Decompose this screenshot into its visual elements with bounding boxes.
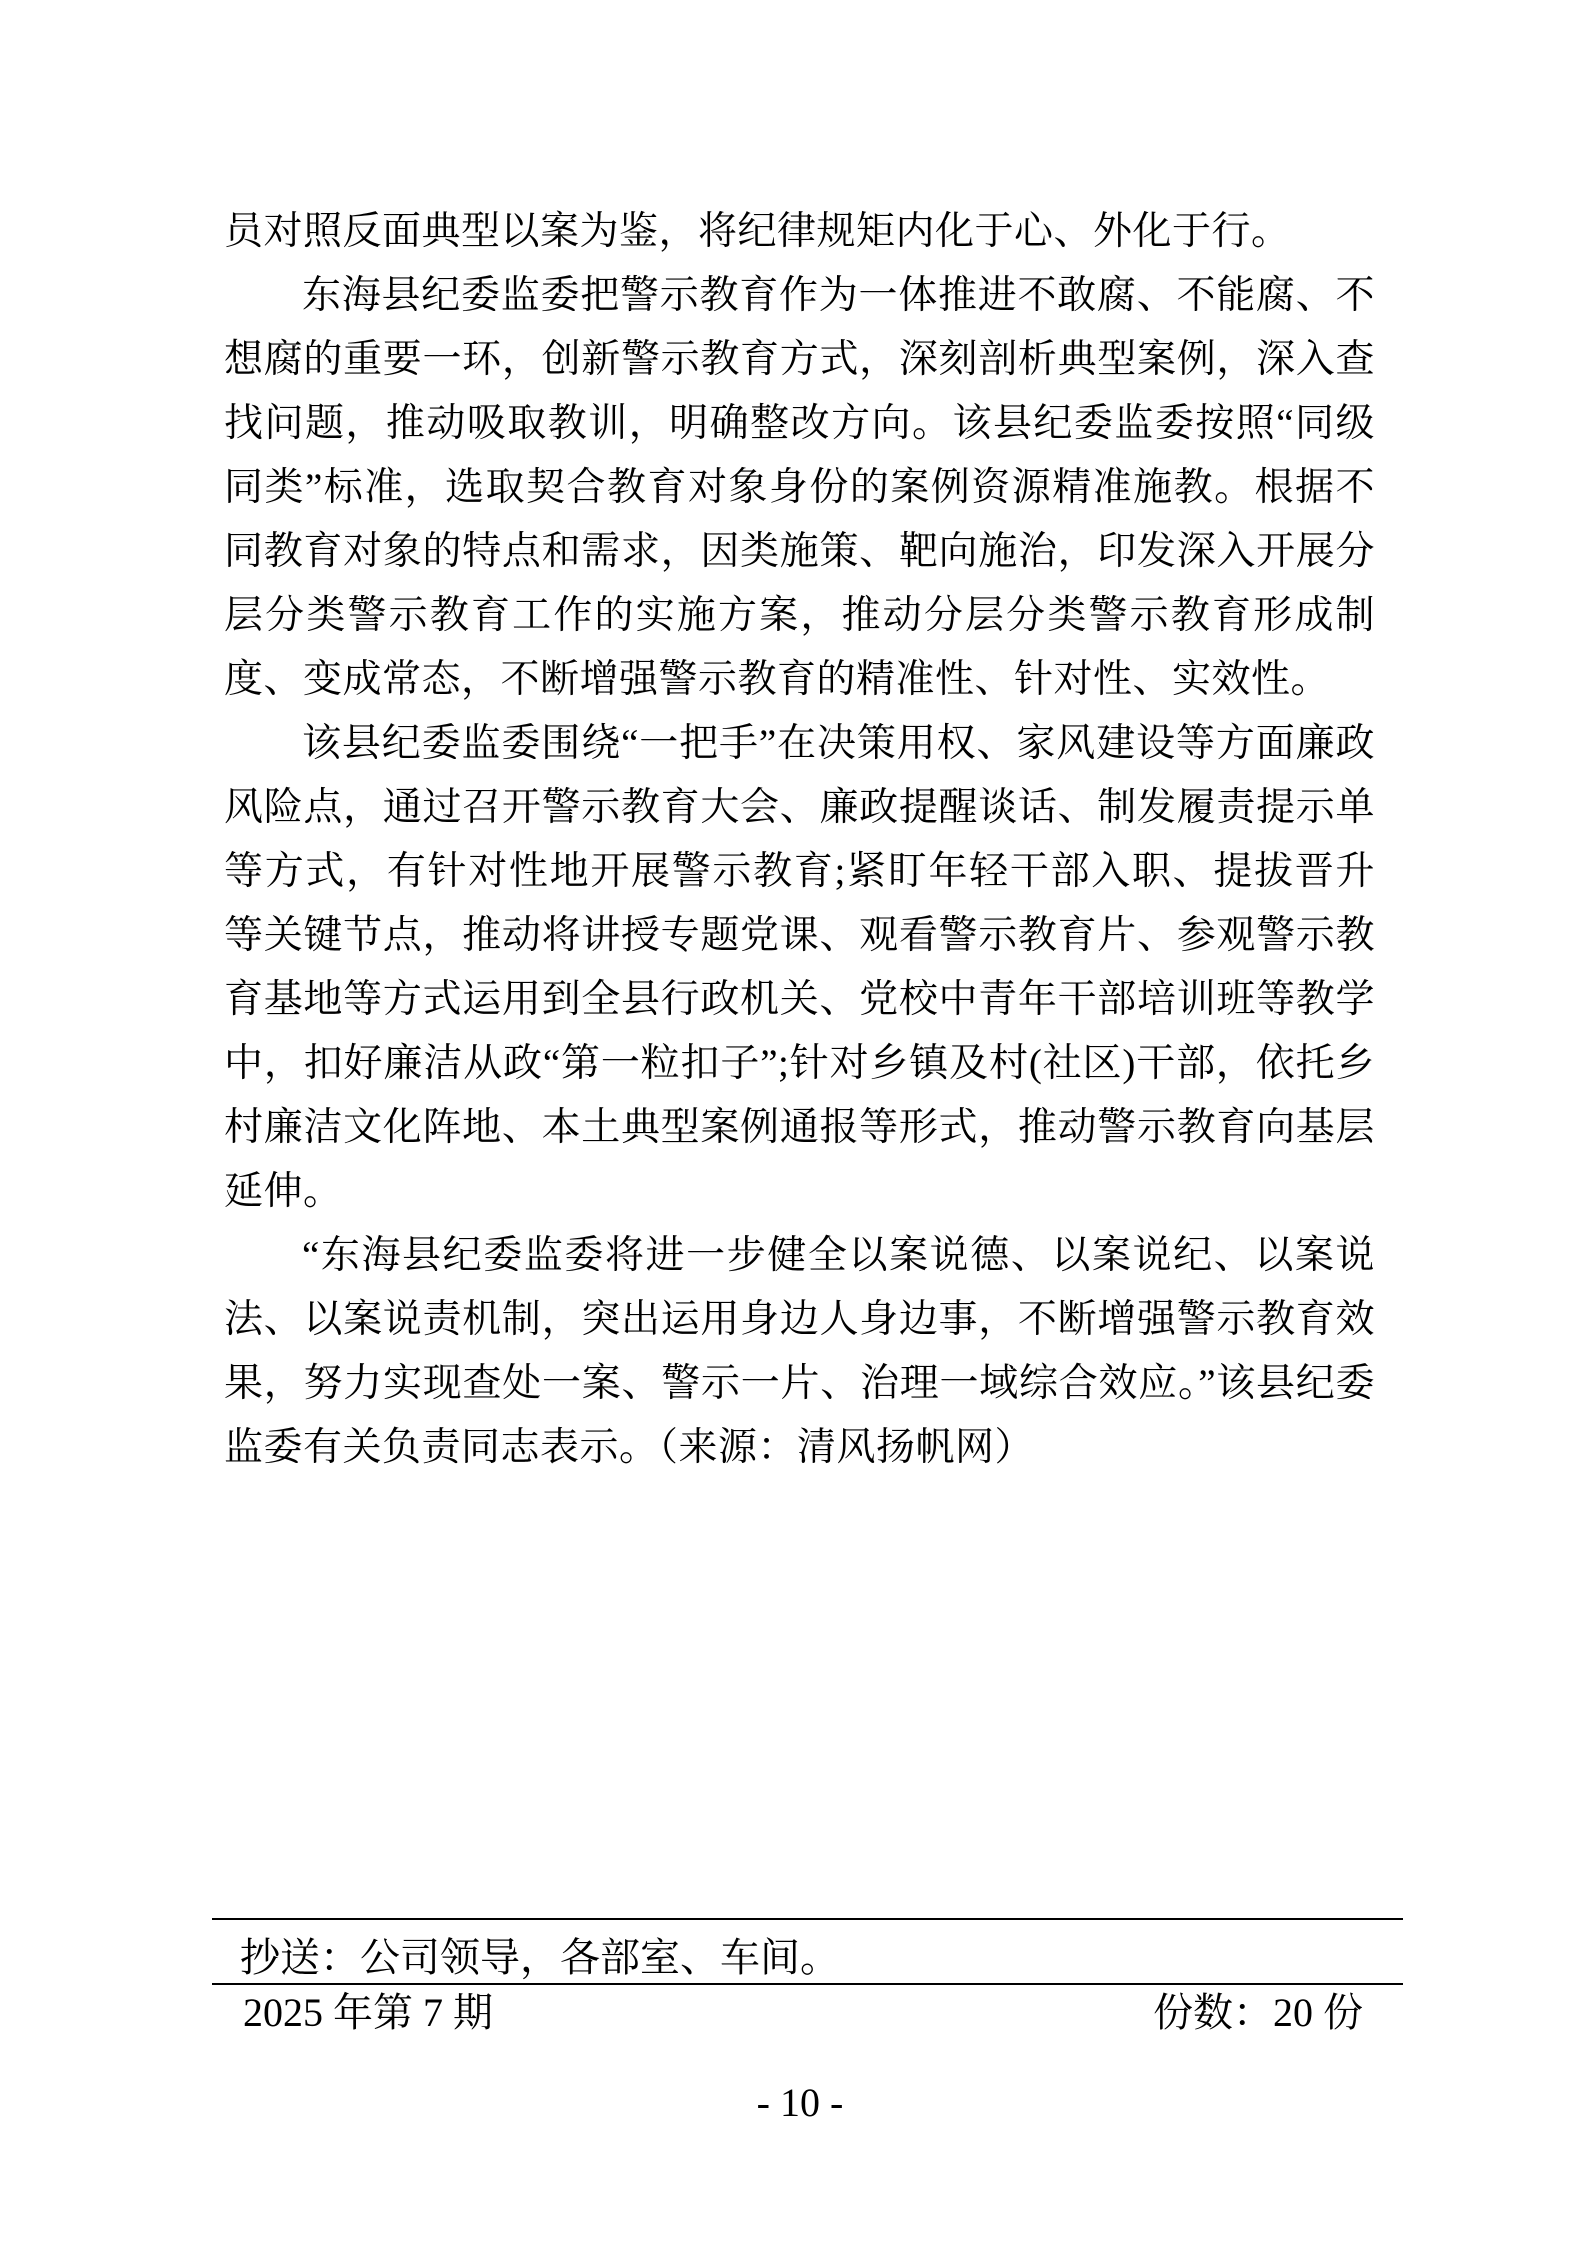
footer-divider-bottom (212, 1983, 1403, 1985)
cc-line: 抄送：公司领导，各部室、车间。 (240, 1935, 840, 1980)
body-paragraph: “东海县纪委监委将进一步健全以案说德、以案说纪、以案说法、以案说责机制，突出运用身边人身边事，不断增强警示教育效果，努力实现查处一案、警示一片、治理一域综合效应。”该县纪委监委有关负责同志表示。（来源：清风扬帆网） (224, 1234, 1375, 1469)
footer-divider-top (212, 1918, 1403, 1920)
issue-number: 2025 年第 7 期 (243, 1990, 493, 2035)
body-paragraph: 员对照反面典型以案为鉴，将纪律规矩内化于心、外化于行。 (224, 210, 1291, 253)
copies-count: 份数：20 份 (1153, 1990, 1363, 2035)
issue-row (243, 1992, 1363, 2034)
page-number: - 10 - (756, 2080, 844, 2125)
document-body (224, 200, 1375, 1480)
body-paragraph: 东海县纪委监委把警示教育作为一体推进不敢腐、不能腐、不想腐的重要一环，创新警示教育方式，深刻剖析典型案例，深入查找问题，推动吸取教训，明确整改方向。该县纪委监委按照“同级同类”标准，选取契合教育对象身份的案例资源精准施教。根据不同教育对象的特点和需求，因类施策、靶向施治，印发深入开展分层分类警示教育工作的实施方案，推动分层分类警示教育形成制度、变成常态，不断增强警示教育的精准性、针对性、实效性。 (224, 274, 1375, 701)
body-paragraph: 该县纪委监委围绕“一把手”在决策用权、家风建设等方面廉政风险点，通过召开警示教育大会、廉政提醒谈话、制发履责提示单等方式，有针对性地开展警示教育;紧盯年轻干部入职、提拔晋升等关键节点，推动将讲授专题党课、观看警示教育片、参观警示教育基地等方式运用到全县行政机关、党校中青年干部培训班等教学中，扣好廉洁从政“第一粒扣子”;针对乡镇及村(社区)干部，依托乡村廉洁文化阵地、本土典型案例通报等形式，推动警示教育向基层延伸。 (224, 722, 1375, 1213)
